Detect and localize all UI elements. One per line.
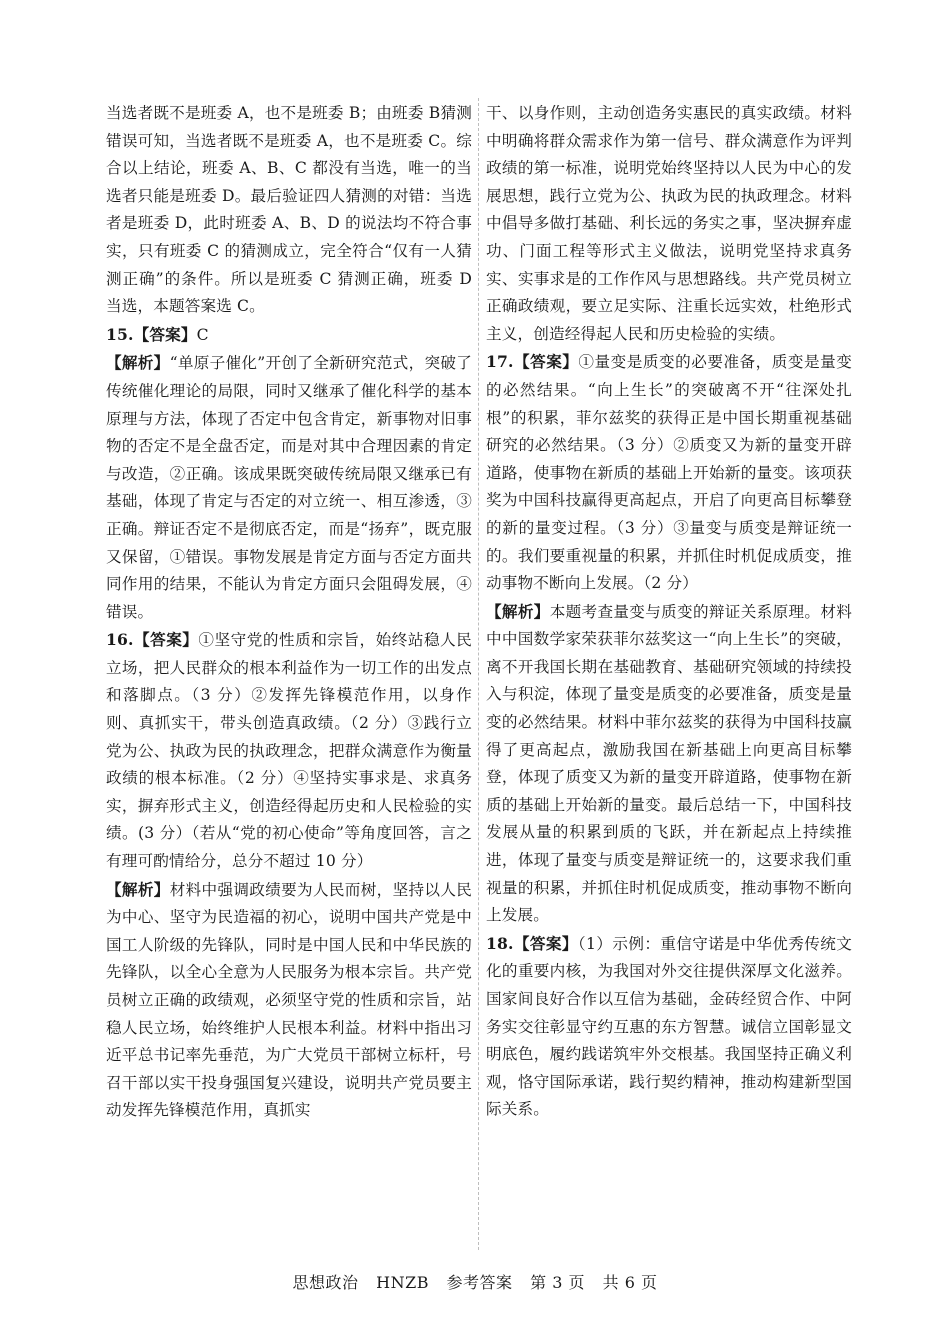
footer-page-number: 第 3 页: [530, 1273, 586, 1292]
question-16: [106, 626, 472, 1125]
answer-tag: 【答案】: [513, 933, 578, 953]
answer-text: C: [196, 325, 209, 344]
question-17: [486, 348, 852, 929]
question-number: 18.: [486, 933, 514, 953]
answer-text: ①量变是质变的必要准备，质变是量变的必然结果。“向上生长”的突破离不开“往深处扎根”的积累，菲尔兹奖的获得正是中国长期重视基础研究的必然结果。（3 分）②质变又为新的量变开辟道路，使事物在新质的基础上开始新的量变。该项获奖为中国科技赢得更高起点，开启了向更高目标攀登的新的量变过程。（3 分）③量变与质变是辩证统一的。我们要重视量的积累，并抓住时机促成质变，推动事物不断向上发展。（2 分）: [486, 353, 852, 593]
footer-total-pages: 共 6 页: [602, 1273, 658, 1292]
analysis-text: 材料中强调政绩要为人民而树，坚持以人民为中心、坚守为民造福的初心，说明中国共产党是中国工人阶级的先锋队，同时是中国人民和中华民族的先锋队，以全心全意为人民服务为根本宗旨。共产党员树立正确的政绩观，必须坚守党的性质和宗旨，站稳人民立场，始终维护人民根本利益。材料中指出习近平总书记率先垂范，为广大党员干部树立标杆，号召干部以实干投身强国复兴建设，说明共产党员要主动发挥先锋模范作用，真抓实: [106, 880, 472, 1120]
analysis-tag: 【解析】: [486, 601, 550, 621]
analysis-tag: 【解析】: [106, 353, 170, 373]
answer-tag: 【答案】: [133, 630, 199, 650]
page-footer: [0, 1270, 950, 1293]
footer-doc-title: 参考答案: [446, 1273, 513, 1292]
question-18: [486, 930, 852, 1124]
question-number: 15.: [106, 324, 134, 344]
answer-text: （1）示例：重信守诺是中华优秀传统文化的重要内核，为我国对外交往提供深厚文化滋养。国家间良好合作以互信为基础，金砖经贸合作、中阿务实交往彰显守约互惠的东方智慧。诚信立国彰显文明底色，履约践诺筑牢外交根基。我国坚持正确义利观，恪守国际承诺，践行契约精神，推动构建新型国际关系。: [486, 934, 852, 1119]
q16-analysis-continued: 干、以身作则，主动创造务实惠民的真实政绩。材料中明确将群众需求作为第一信号、群众满意作为评判政绩的第一标准，说明党始终坚持以人民为中心的发展思想，践行立党为公、执政为民的执政理念。材料中倡导多做打基础、利长远的务实之事，坚决摒弃虚功、门面工程等形式主义做法，说明党坚持求真务实、实事求是的工作作风与思想路线。共产党员树立正确政绩观，要立足实际、注重长远实效，杜绝形式主义，创造经得起人民和历史检验的实绩。: [486, 104, 852, 343]
footer-code: HNZB: [376, 1273, 429, 1292]
analysis-tag: 【解析】: [106, 879, 170, 899]
analysis-text: “单原子催化”开创了全新研究范式，突破了传统催化理论的局限，同时又继承了催化科学的基本原理与方法，体现了否定中包含肯定，新事物对旧事物的否定不是全盘否定，而是对其中合理因素的肯定与改造，②正确。该成果既突破传统局限又继承已有基础，体现了肯定与否定的对立统一、相互渗透，③正确。辩证否定不是彻底否定，而是“扬弃”，既克服又保留，①错误。事物发展是肯定方面与否定方面共同作用的结果，不能认为肯定方面只会阻碍发展，④错误。: [106, 354, 472, 621]
analysis-text: 本题考查量变与质变的辩证关系原理。材料中中国数学家荣获菲尔兹奖这一“向上生长”的突破，离不开我国长期在基础教育、基础研究领域的持续投入与积淀，体现了量变是质变的必要准备，质变是量变的必然结果。材料中菲尔兹奖的获得为中国科技赢得了更高起点，激励我国在新基础上向更高目标攀登，体现了质变又为新的量变开辟道路，使事物在新质的基础上开始新的量变。最后总结一下，中国科技发展从量的积累到质的飞跃，并在新起点上持续推进，体现了量变与质变是辩证统一的，这要求我们重视量的积累，并抓住时机促成质变，推动事物不断向上发展。: [486, 602, 852, 925]
right-column: [486, 100, 852, 1124]
answer-text: ①坚守党的性质和宗旨，始终站稳人民立场，把人民群众的根本利益作为一切工作的出发点和落脚点。（3 分）②发挥先锋模范作用，以身作则、真抓实干，带头创造真政绩。（2 分）③践行立党为公、执政为民的执政理念，把群众满意作为衡量政绩的根本标准。（2 分）④坚持实事求是、求真务实，摒弃形式主义，创造经得起历史和人民检验的实绩。(3 分）（若从“党的初心使命”等角度回答，言之有理可酌情给分，总分不超过 10 分）: [106, 631, 472, 871]
q14-analysis-continued: 当选者既不是班委 A，也不是班委 B；由班委 B猜测错误可知，当选者既不是班委 A，也不是班委 C。综合以上结论，班委 A、B、C 都没有当选，唯一的当选者只能是班委 D。最后验证四人猜测的对错：当选者是班委 D，此时班委 A、B、D 的说法均不符合事实，只有班委 C 的猜测成立，完全符合“仅有一人猜测正确”的条件。所以是班委 C 猜测正确，班委 D 当选，本题答案选 C。: [106, 104, 472, 316]
question-number: 16.: [106, 630, 134, 650]
question-15: [106, 321, 472, 627]
question-number: 17.: [486, 352, 514, 372]
answer-tag: 【答案】: [133, 324, 197, 344]
footer-subject: 思想政治: [292, 1273, 359, 1292]
left-column: [106, 100, 472, 1125]
column-divider: [478, 98, 479, 1250]
answer-tag: 【答案】: [513, 352, 579, 372]
